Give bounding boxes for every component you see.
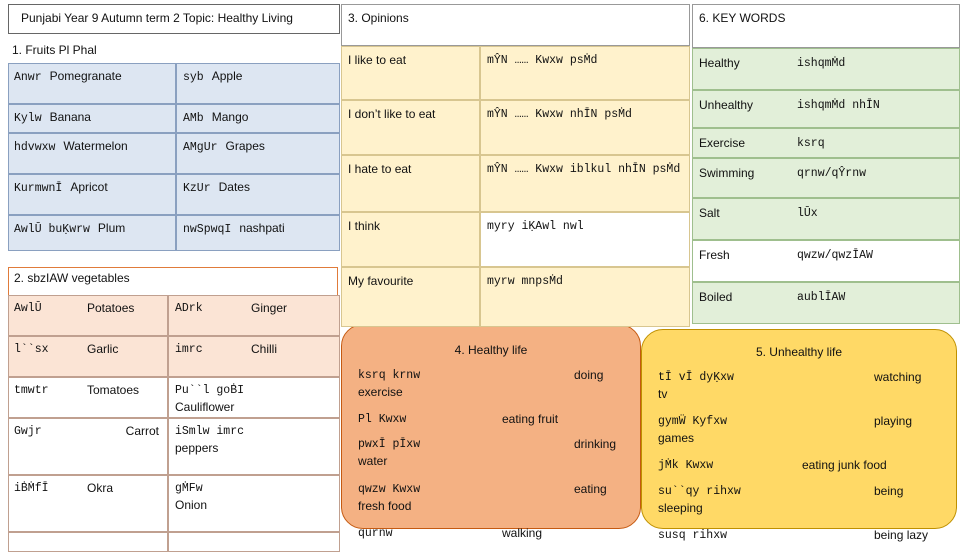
keywords-title-text: 6. KEY WORDS [699,11,786,25]
keyword-row [692,128,960,158]
fruit-punjabi: KzUr [183,182,211,195]
keyword-row [692,158,960,198]
opinion-punjabi-cell [480,46,690,100]
healthy-life-english: walking [502,526,543,540]
vegetable-punjabi: l``sx [14,343,49,356]
healthy-life-english: eating [574,482,607,496]
opinion-english-cell [341,267,480,327]
vegetable-english: Potatoes [87,301,135,315]
fruit-english: Pomegranate [49,69,122,83]
keyword-punjabi: lŪx [797,207,818,220]
keyword-row [692,198,960,240]
fruit-cell [8,104,176,133]
keyword-english: Boiled [699,290,733,304]
vegetable-english: Onion [175,498,208,512]
unhealthy-life-item [658,527,808,544]
keywords-title [692,4,960,48]
fruit-english: Banana [49,110,91,124]
healthy-life-meaning: exercise [358,385,403,399]
unhealthy-life-meaning: sleeping [658,501,703,515]
vegetable-cell [168,418,340,475]
vegetable-cell [168,336,340,377]
opinions-title-text: 3. Opinions [348,11,409,25]
keyword-punjabi: ksrq [797,137,825,150]
vegetable-cell-empty [8,532,168,552]
vegetable-cell [8,377,168,418]
opinion-english-cell [341,212,480,267]
vegetable-english: Chilli [251,342,278,356]
vegetable-cell [168,377,340,418]
healthy-life-meaning: fresh food [358,499,412,513]
vegetable-punjabi: iSmlw imrc [175,425,245,438]
healthy-life-item [358,436,498,470]
fruit-cell [176,63,340,104]
unhealthy-life-item [658,457,808,474]
vegetable-english: peppers [175,441,219,455]
unhealthy-life-punjabi: tĪ vĪ dyḲxw [658,371,734,384]
fruit-english: Dates [218,180,250,194]
fruit-english: Apricot [70,180,108,194]
fruit-english: nashpati [239,221,285,235]
unhealthy-life-punjabi: gymẄ Kyfxw [658,415,728,428]
opinion-punjabi: mŶN …… Kwxw nhĪN psṀd [487,108,632,121]
fruit-punjabi: AwlŪ buḲwrw [14,223,90,236]
unhealthy-life-punjabi: susq rihxw [658,529,728,542]
fruit-english: Grapes [225,139,265,153]
healthy-life-item [358,481,498,515]
vegetable-english: Okra [87,481,114,495]
fruit-punjabi: nwSpwqI [183,223,232,236]
healthy-life-punjabi: qurnw [358,527,393,540]
vegetable-punjabi: iḂṀfĪ [14,482,49,495]
healthy-life-english: eating fruit [502,412,559,426]
opinion-punjabi: mŶN …… Kwxw iblkul nhĪN psṀd [487,163,681,176]
keyword-english: Exercise [699,136,746,150]
fruit-cell [176,174,340,215]
vegetables-title: 2. sbzIAW vegetables [14,271,130,285]
unhealthy-life-english: being lazy [874,528,929,542]
healthy-life-item [358,411,498,428]
opinion-punjabi: myry iḲAwl nwl [487,220,584,233]
vegetable-cell [8,295,168,336]
fruit-punjabi: AMb [183,112,204,125]
unhealthy-life-item [658,483,808,517]
keyword-punjabi: ishqmṀd [797,57,846,70]
keyword-punjabi: aublĪAW [797,291,846,304]
keyword-punjabi: ishqmṀd nhĪN [797,99,880,112]
fruit-punjabi: AMgUr [183,141,218,154]
opinion-english: My favourite [348,274,414,288]
vegetable-cell [168,295,340,336]
vegetable-punjabi: gṀFw [175,482,203,495]
fruit-cell [8,133,176,174]
fruit-cell [176,104,340,133]
vegetable-english: Tomatoes [87,383,140,397]
fruit-cell [8,63,176,104]
vegetable-english: Garlic [87,342,119,356]
fruit-english: Plum [97,221,126,235]
vegetable-punjabi: AwlŪ [14,302,42,315]
vegetable-english: Carrot [125,424,159,438]
vegetable-english: Ginger [251,301,288,315]
fruit-punjabi: Anwr [14,71,42,84]
opinion-punjabi-cell [480,100,690,155]
keyword-english: Unhealthy [699,98,754,112]
opinion-punjabi-cell [480,155,690,212]
opinion-punjabi-cell [480,267,690,327]
opinions-title [341,4,690,46]
healthy-life-title: 4. Healthy life [454,343,528,357]
unhealthy-life-title: 5. Unhealthy life [755,345,843,359]
worksheet-header [8,4,340,34]
opinion-punjabi-cell [480,212,690,267]
unhealthy-life-english: eating junk food [802,458,887,472]
unhealthy-life-punjabi: su``qy rihxw [658,485,741,498]
unhealthy-life-punjabi: jṀk Kwxw [658,459,714,472]
fruits-title [8,40,338,62]
keyword-punjabi: qrnw/qŶrnw [797,167,867,180]
vegetable-cell [168,475,340,532]
opinion-english-cell [341,100,480,155]
keyword-english: Healthy [699,56,740,70]
fruit-cell [8,215,176,251]
fruit-english: Watermelon [63,139,128,153]
keyword-punjabi: qwzw/qwzĪAW [797,249,873,262]
opinion-punjabi: mŶN …… Kwxw psṀd [487,54,598,67]
fruit-punjabi: syb [183,71,204,84]
keyword-row [692,282,960,324]
fruit-cell [176,133,340,174]
healthy-life-meaning: water [358,454,388,468]
opinion-english-cell [341,155,480,212]
keyword-row [692,90,960,128]
opinion-punjabi: myrw mnpsṀd [487,275,563,288]
fruit-cell [8,174,176,215]
keyword-english: Salt [699,206,720,220]
opinion-english: I hate to eat [348,162,412,176]
fruit-english: Apple [211,69,243,83]
opinion-english: I like to eat [348,53,407,67]
unhealthy-life-english: being [874,484,904,498]
fruit-punjabi: hdvwxw [14,141,56,154]
keyword-row [692,240,960,282]
healthy-life-english: doing [574,368,604,382]
opinion-english: I think [348,219,381,233]
fruits-title-text: 1. Fruits Pl Phal [12,43,97,57]
unhealthy-life-item [658,369,808,403]
healthy-life-english: drinking [574,437,617,451]
vegetable-cell [8,336,168,377]
vegetable-punjabi: imrc [175,343,203,356]
fruit-english: Mango [211,110,249,124]
fruit-punjabi: KurmwnĪ [14,182,63,195]
keyword-row [692,48,960,90]
vegetable-cell [8,475,168,532]
page-title: Punjabi Year 9 Autumn term 2 Topic: Healthy Living [21,11,293,25]
healthy-life-item [358,525,498,542]
healthy-life-punjabi: Pl Kwxw [358,413,407,426]
keyword-english: Fresh [699,248,730,262]
opinion-english: I don’t like to eat [348,107,436,121]
opinion-english-cell [341,46,480,100]
unhealthy-life-meaning: games [658,431,695,445]
keyword-english: Swimming [699,166,755,180]
vegetable-punjabi: ADrk [175,302,203,315]
fruit-cell [176,215,340,251]
vegetable-english: Cauliflower [175,400,235,414]
vegetable-cell [8,418,168,475]
vegetable-punjabi: tmwtr [14,384,49,397]
vegetable-cell-empty [168,532,340,552]
unhealthy-life-english: playing [874,414,913,428]
fruit-punjabi: Kylw [14,112,42,125]
unhealthy-life-english: watching [874,370,922,384]
unhealthy-life-item [658,413,808,447]
healthy-life-item [358,367,498,401]
healthy-life-punjabi: ksrq krnw [358,369,421,382]
healthy-life-punjabi: pwxĪ pĪxw [358,438,421,451]
healthy-life-punjabi: qwzw Kwxw [358,483,421,496]
vegetable-punjabi: Pu``l goḂI [175,384,245,397]
unhealthy-life-meaning: tv [658,387,668,401]
vegetable-punjabi: Gwjr [14,425,42,438]
